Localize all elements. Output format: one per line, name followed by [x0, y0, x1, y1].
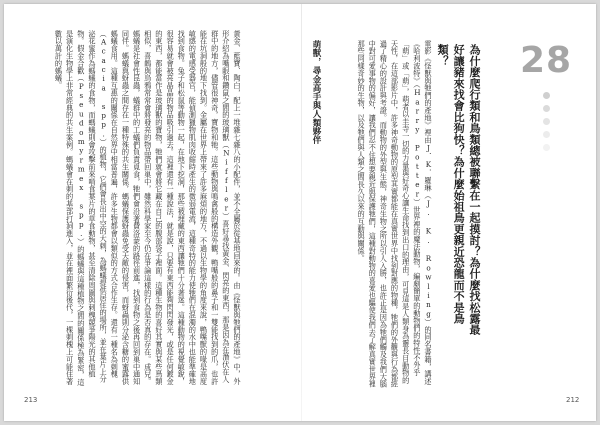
decorative-dot	[543, 144, 550, 151]
section-subtitle: 萌獸，尋金高手與人類夥伴	[311, 40, 321, 145]
decorative-dot	[543, 131, 550, 138]
chapter-title: 為什麼爬行類和鳥類總被聯繫在一起摸討？為什麼找松露最好讓豬來找會比狗快？為什麼始祖鳥更親近恐龍而不是鳥類？	[436, 44, 481, 336]
right-page-body-text: 電影《怪獸與牠們的產地》裡由J．K．羅琳（J. K. Rowling）的同名書籍，講述《哈利波特》（Harry Potter）世界裡的魔法動物，編劇簡單的動物們的特性不外乎「萌」或「萌」，萌者以圭寺一切的力量與好奇心讓生命找到出口的理由，可見這是人類身為靈長目動物的天性，在這部影片中，許多神奇動物的原型其實都能在真實世界中找到對應的物種，牠們的外觀與行為都經過了精心的設計與考證。而動物的外型與生態，神奇生物之所以引人入勝，也許正是因為牠們觸及我們大腦中對可愛事物的偏好，讓我們忍不住想要親近與保護牠們，這種對動物的喜愛也驅使我們去了解真實世界裡那些同樣奇妙的生物，以及牠們與人類之間長久以來的互動與關係。	[357, 40, 433, 388]
decorative-dot	[543, 118, 550, 125]
right-page-number: 212	[566, 396, 580, 404]
decorative-dot	[543, 92, 550, 99]
left-page-body-text: 黃金、藍寶、陶白，配上一堆雜七雜八的小配件，並不全屬於從基地回來的。由《怪獸與牠們的產地》中，外形介紹為嘴眼和鑽鼠之間的玻璃獸（Niffler）喜好尋找黃金、閃亮的東西，那是因為在潛伏在人群中的地方，儘管很神奇，寶物和牠。這些動物與鳴禽般的構造外觀，鴨嘴般的鼻子和一雙能找到的爪，也許能在坑洞般的地下找到。金屬在世界上帶來了許多麻煩的地方，不過以生物學的角度來說，鴨嘴獸的喙是高度敏感的電感受器官，能偵測獵物肌肉收縮時產生的微弱電流，這種奇特的能力使牠們在混濁的水中也能準確地找到食物。兔子和松鼠等動物一起，在地下挖洞，那些被埋藏的東西讓牠們十分著迷。這種動物的視覺敏銳，很容易就會被亮晶晶的物品吸引過去。這裡還有一種說法，就是說，只要有東西能夠閃閃發光，或是任何鍍金的東西，都能當作是玻璃獸的寶物，牠們就會將它藏在自己的腹部袋子裡面。這種生物的喜好其實與某些鳥類相似，喜鵲與烏鴉常常會將發亮的物品帶回巢中，雖然科學家至今仍在爭論這樣的行為是否真的存在。成兒。螞蟻是社會性昆蟲，蟻群中的工蟻們負責覓食，牠們會沿著費洛蒙的路徑前進，找到食物之後再回到巢中通知同伴。螞蟻與蚜蟲之間存在一種特殊的共生關係，螞蟻保護蚜蟲免受天敵的侵害，而蚜蟲則分泌含糖的蜜露供螞蟻食用。這種互惠的關係在自然界中相當普遍，許多生物都會以類似的方式合作生存。還有一種名為刺槐（Acacia spp.）的植物，它們會長出中空的大刺，為螞蟻提供居住的場所，並在葉片上分泌花蜜作為螞蟻的食物，而螞蟻則會攻擊前來啃食葉片的草食動物，甚至清除周圍與刺槐競爭陽光的其他植物。假金合歡（Pseudomyrmex spp.）的螞蟻與這種植物之間的關係極為緊密，這是演化生物學上非常經典的共生案例。螞蟻會在刺的基部打洞進入，並在裡面繁衍後代，一棵刺槐上可能住著數以萬計的螞蟻。	[54, 30, 242, 387]
chapter-number: 28	[520, 40, 573, 81]
book-spread	[4, 4, 596, 421]
decorative-dot	[543, 105, 550, 112]
left-page-number: 213	[24, 396, 38, 404]
